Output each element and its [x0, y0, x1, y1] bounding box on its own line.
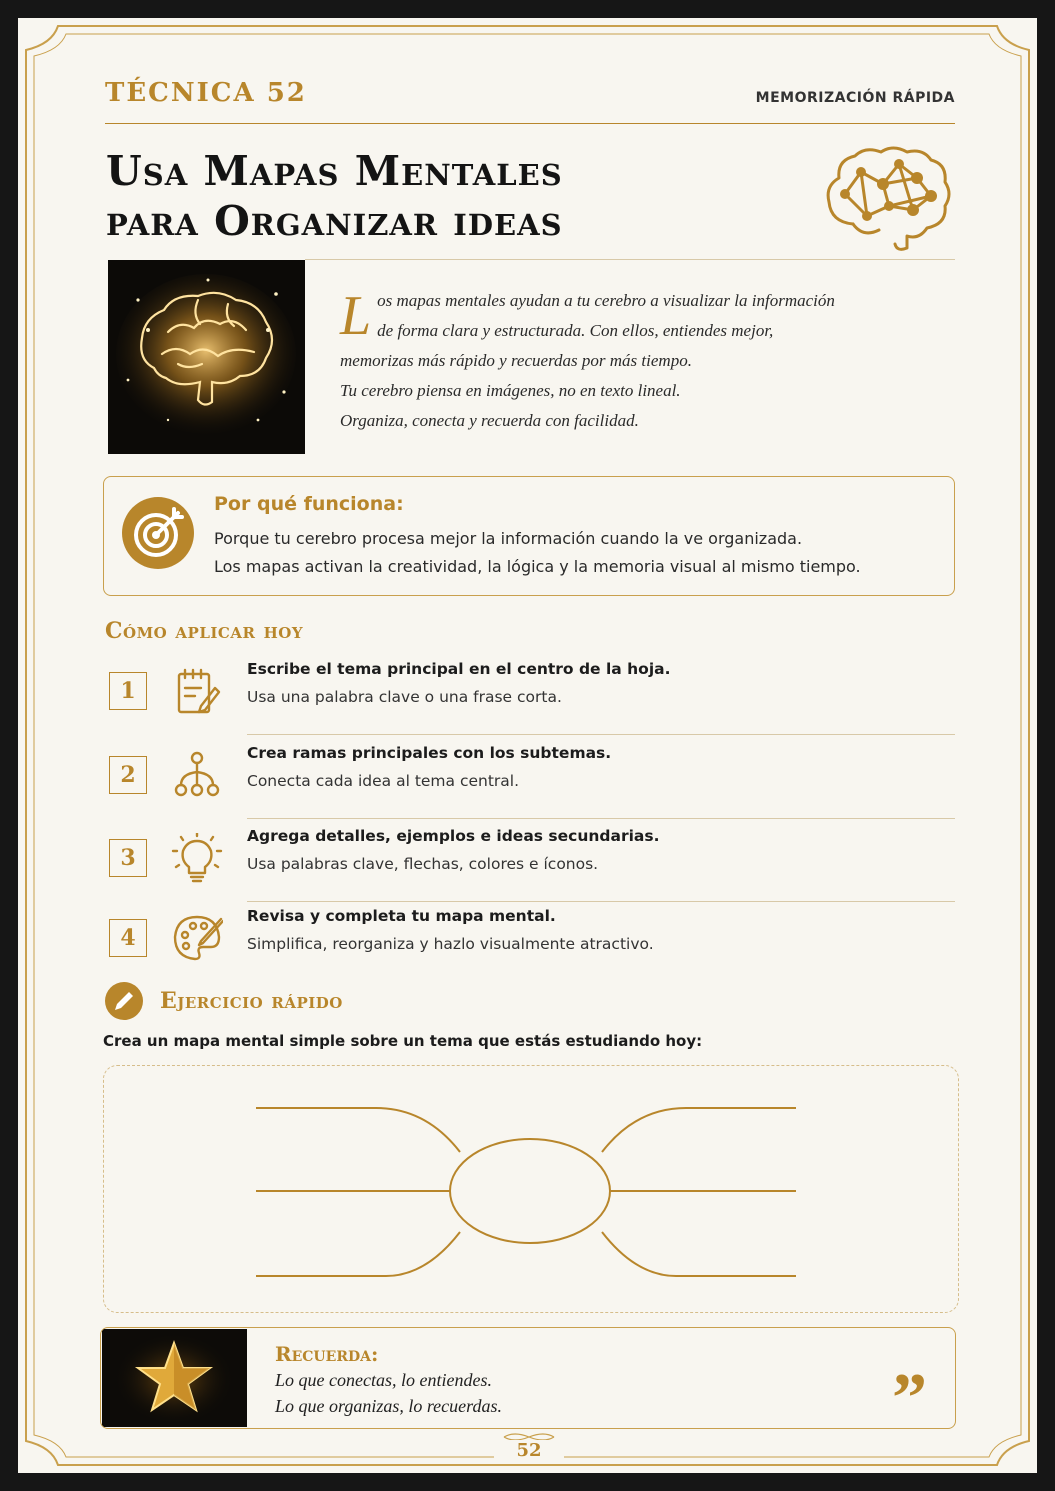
- mind-map-template: [104, 1066, 958, 1312]
- hierarchy-icon: [171, 750, 223, 802]
- intro-paragraph: [340, 286, 930, 436]
- remember-box: [100, 1327, 956, 1429]
- step-divider: [247, 818, 955, 819]
- howto-section-title: Cómo aplicar hoy: [105, 618, 304, 644]
- intro-dropcap: L: [340, 285, 372, 347]
- technique-number: TÉCNICA 52: [105, 78, 307, 108]
- step-subtitle: Usa palabras clave, flechas, colores e íconos.: [247, 855, 599, 873]
- intro-line-2: de forma clara y estructurada. Con ellos, entiendes mejor,: [377, 321, 774, 340]
- step-divider: [247, 901, 955, 902]
- step-subtitle: Usa una palabra clave o una frase corta.: [247, 688, 562, 706]
- glowing-brain-image: [108, 260, 305, 454]
- mind-map-practice-area[interactable]: [103, 1065, 959, 1313]
- why-text: [214, 525, 861, 581]
- page-number: 52: [494, 1440, 564, 1461]
- palette-icon: [171, 913, 223, 965]
- step-title: Agrega detalles, ejemplos e ideas secundarias.: [247, 827, 660, 845]
- intro-line-3: memorizas más rápido y recuerdas por más tiempo.: [340, 351, 692, 370]
- why-line-2: Los mapas activan la creatividad, la lógica y la memoria visual al mismo tiempo.: [214, 557, 861, 576]
- remember-line-2: Lo que organizas, lo recuerdas.: [275, 1396, 502, 1416]
- step-number: 2: [109, 756, 147, 794]
- step-number: 3: [109, 839, 147, 877]
- step-subtitle: Simplifica, reorganiza y hazlo visualmente atractivo.: [247, 935, 654, 953]
- why-it-works-box: [103, 476, 955, 596]
- step-title: Revisa y completa tu mapa mental.: [247, 907, 556, 925]
- remember-title: Recuerda:: [275, 1342, 379, 1366]
- page-title: [106, 146, 786, 246]
- why-title: Por qué funciona:: [214, 493, 404, 515]
- title-divider: [305, 259, 955, 260]
- header-divider: [105, 123, 955, 124]
- step-title: Escribe el tema principal en el centro de la hoja.: [247, 660, 671, 678]
- closing-quote-icon: ”: [892, 1360, 927, 1429]
- why-line-1: Porque tu cerebro procesa mejor la información cuando la ve organizada.: [214, 529, 803, 548]
- notepad-pencil-icon: [171, 666, 223, 718]
- brain-network-icon: [823, 144, 955, 254]
- title-line-2: para Organizar ideas: [106, 197, 563, 245]
- golden-star-image: [102, 1329, 247, 1427]
- step-2: [105, 744, 955, 836]
- intro-line-4: Tu cerebro piensa en imágenes, no en texto lineal.: [340, 381, 681, 400]
- step-1: [105, 660, 955, 752]
- page: [18, 18, 1037, 1473]
- step-number: 4: [109, 919, 147, 957]
- step-number: 1: [109, 672, 147, 710]
- lightbulb-icon: [171, 833, 223, 885]
- step-divider: [247, 734, 955, 735]
- exercise-title: Ejercicio rápido: [160, 988, 343, 1014]
- step-subtitle: Conecta cada idea al tema central.: [247, 772, 520, 790]
- target-icon: [122, 497, 194, 569]
- step-title: Crea ramas principales con los subtemas.: [247, 744, 612, 762]
- intro-line-1: os mapas mentales ayudan a tu cerebro a visualizar la información: [377, 291, 835, 310]
- intro-line-5: Organiza, conecta y recuerda con facilidad.: [340, 411, 639, 430]
- remember-line-1: Lo que conectas, lo entiendes.: [275, 1370, 492, 1390]
- step-4: [105, 907, 955, 999]
- category-label: MEMORIZACIÓN RÁPIDA: [755, 90, 955, 106]
- pencil-icon: [105, 982, 143, 1020]
- exercise-prompt: Crea un mapa mental simple sobre un tema que estás estudiando hoy:: [103, 1032, 703, 1050]
- title-line-1: Usa Mapas Mentales: [106, 147, 563, 195]
